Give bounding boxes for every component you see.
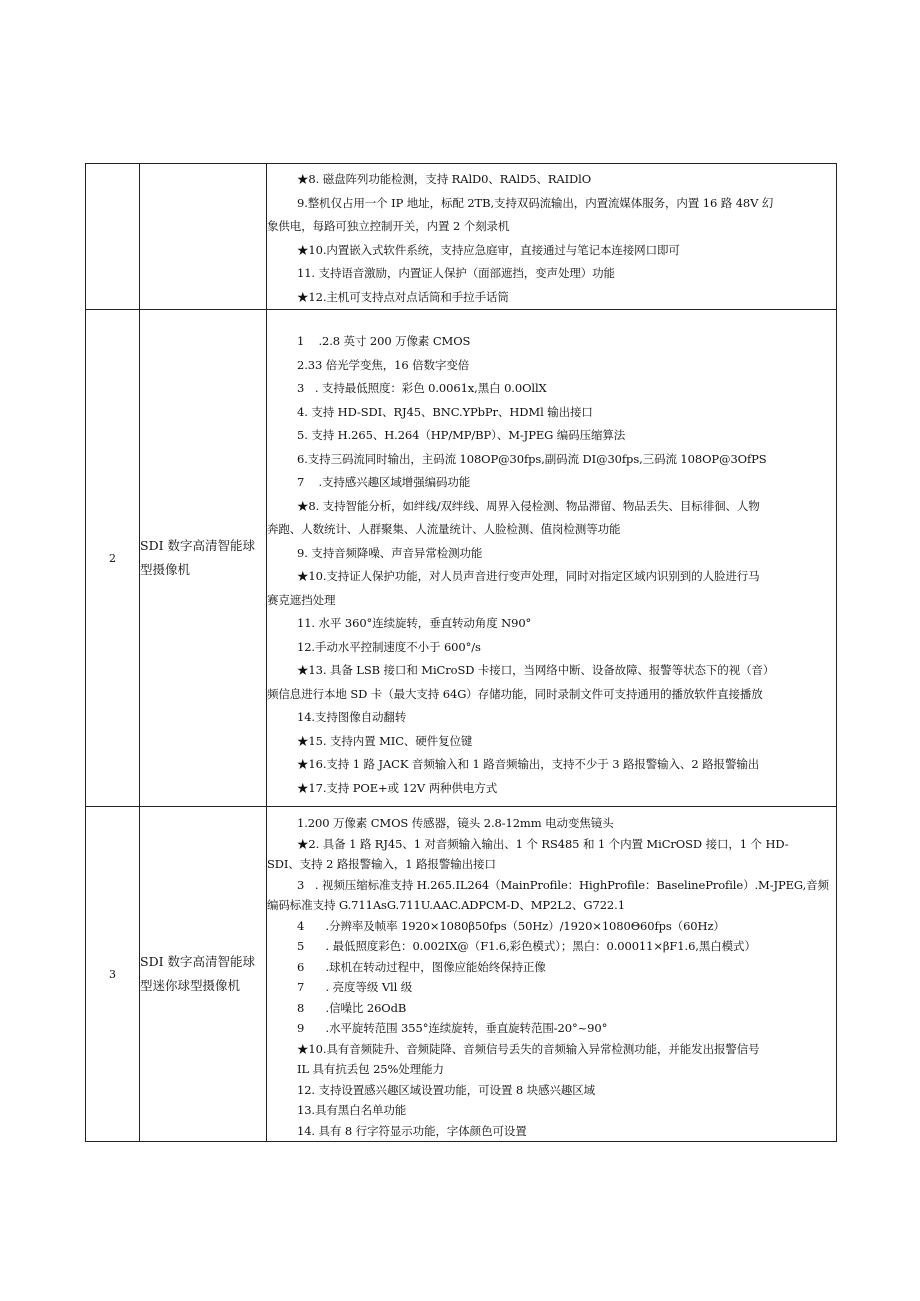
spec-line: 12. 支持设置感兴趣区域设置功能，可设置 8 块感兴趣区域 bbox=[297, 1082, 596, 1097]
row-number-cell bbox=[86, 310, 140, 807]
spec-line: 1 .2.8 英寸 200 万像素 CMOS bbox=[297, 334, 471, 348]
spec-line: SDI、支持 2 路报警输入，1 路报警输出接口 bbox=[267, 857, 496, 871]
table-row bbox=[86, 164, 837, 310]
spec-line: ★16.支持 1 路 JACK 音频输入和 1 路音频输出，支持不少于 3 路报警输入、2 路报警输出 bbox=[297, 757, 760, 771]
spec-line: ★10.内置嵌入式软件系统，支持应急庭审，直接通过与笔记本连接网口即可 bbox=[297, 242, 680, 257]
spec-line: 11. 支持语音激励，内置证人保护（面部遮挡，变声处理）功能 bbox=[297, 266, 615, 280]
spec-line: ★8. 磁盘阵列功能检测，支持 RAlD0、RAlD5、RAIDlO bbox=[297, 172, 592, 186]
spec-line: 6.支持三码流同时输出，主码流 108OP@30fps,副码流 DI@30fps,三码流 108OP@3OfPS bbox=[297, 451, 767, 466]
spec-line: 12.手动水平控制速度不小于 600°/s bbox=[297, 639, 481, 654]
spec-line: ★15. 支持内置 MIC、硬件复位键 bbox=[297, 733, 473, 748]
spec-line: ★8. 支持智能分析，如绊线/双绊线、周界入侵检测、物品滞留、物品丢失、目标徘徊、人物 bbox=[297, 498, 760, 513]
row-number-cell bbox=[86, 807, 140, 1142]
spec-cell bbox=[267, 310, 837, 807]
spec-line: 9 .水平旋转范围 355°连续旋转，垂直旋转范围-20°~90° bbox=[297, 1021, 608, 1035]
spec-line: 象供电，每路可独立控制开关，内置 2 个刻录机 bbox=[267, 219, 510, 233]
spec-line: ★2. 具备 1 路 RJ45、1 对音频输入输出、1 个 RS485 和 1 个内置 MiCrOSD 接口，1 个 HD- bbox=[297, 836, 789, 851]
row-number-cell bbox=[86, 164, 140, 310]
product-name-line: 型迷你球型摄像机 bbox=[140, 978, 241, 993]
product-name-cell bbox=[140, 807, 267, 1142]
table-row bbox=[86, 310, 837, 807]
spec-line: 4. 支持 HD-SDI、RJ45、BNC.YPbPr、HDMl 输出接口 bbox=[297, 404, 593, 419]
spec-line: 14. 具有 8 行字符显示功能，字体颜色可设置 bbox=[297, 1123, 527, 1138]
row-number: 2 bbox=[109, 551, 116, 565]
spec-line: 3 . 视频压缩标准支持 H.265.IL264（MainProfile：HighProfile：BaselineProfile）.M-JPEG,音频 bbox=[297, 877, 829, 892]
spec-line: 7 .支持感兴趣区域增强编码功能 bbox=[297, 475, 471, 489]
spec-line: 4 .分辨率及帧率 1920×1080β50fps（50Hz）/1920×1080Θ60fps（60Hz） bbox=[297, 918, 725, 933]
spec-line: ★17.支持 POE+或 12V 两种供电方式 bbox=[297, 780, 498, 795]
spec-line: ★13. 具备 LSB 接口和 MiCroSD 卡接口，当网络中断、设备故障、报警等状态下的视（音） bbox=[297, 663, 775, 677]
spec-line: 奔跑、人数统计、人群聚集、人流量统计、人脸检测、值岗检测等功能 bbox=[267, 522, 621, 536]
spec-cell bbox=[267, 807, 837, 1142]
spec-line: 3 . 支持最低照度：彩色 0.0061x,黑白 0.0OllX bbox=[297, 381, 547, 395]
spec-cell bbox=[267, 164, 837, 310]
spec-line: 13.具有黑白名单功能 bbox=[297, 1103, 407, 1117]
spec-line: 9. 支持音频降噪、声音异常检测功能 bbox=[297, 545, 483, 560]
spec-line: 8 .信噪比 26OdB bbox=[297, 1000, 407, 1015]
spec-line: 7 . 亮度等级 Vll 级 bbox=[297, 980, 413, 994]
spec-line: 编码标准支持 G.711AsG.711U.AAC.ADPCM-D、MP2L2、G722.1 bbox=[267, 898, 625, 912]
spec-line: 2.33 倍光学变焦，16 倍数字变倍 bbox=[297, 357, 470, 372]
spec-line: 6 .球机在转动过程中，图像应能始终保持正像 bbox=[297, 959, 546, 974]
spec-line: 1.200 万像素 CMOS 传感器，镜头 2.8-12mm 电动变焦镜头 bbox=[297, 816, 614, 830]
product-name-line: 型摄像机 bbox=[140, 562, 191, 577]
product-name-line: SDI 数字高清智能球 bbox=[140, 538, 255, 553]
spec-line: ★12.主机可支持点对点话筒和手拉手话筒 bbox=[297, 289, 509, 304]
spec-line: 5. 支持 H.265、H.264（HP/MP/BP）、M-JPEG 编码压缩算法 bbox=[297, 428, 626, 442]
spec-line: 14.支持图像自动翻转 bbox=[297, 710, 407, 724]
spec-line: 频信息进行本地 SD 卡（最大支持 64G）存储功能，同时录制文件可支持通用的播放软件直接播放 bbox=[267, 686, 763, 701]
product-name-cell bbox=[140, 164, 267, 310]
product-name-cell bbox=[140, 310, 267, 807]
product-name-line: SDI 数字高清智能球 bbox=[140, 954, 255, 969]
spec-table bbox=[85, 163, 837, 1142]
spec-line: 11. 水平 360°连续旋转，垂直转动角度 N90° bbox=[297, 616, 532, 630]
spec-line: 5 . 最低照度彩色：0.002IX@（F1.6,彩色模式）；黑白：0.00011×βF1.6,黑白模式） bbox=[297, 939, 756, 953]
spec-line: 赛克遮挡处理 bbox=[267, 592, 336, 607]
spec-line: 9.整机仅占用一个 IP 地址，标配 2TB,支持双码流输出，内置流媒体服务，内置 16 路 48V 幻 bbox=[297, 195, 774, 210]
spec-line: ★10.具有音频陡升、音频陡降、音频信号丢失的音频输入异常检测功能，并能发出报警信号 bbox=[297, 1041, 760, 1056]
row-number: 3 bbox=[109, 967, 116, 981]
spec-line: IL 具有抗丢包 25%处理能力 bbox=[297, 1062, 444, 1076]
table-row bbox=[86, 807, 837, 1142]
spec-line: ★10.支持证人保护功能，对人员声音进行变声处理，同时对指定区域内识别到的人脸进行马 bbox=[297, 569, 760, 583]
